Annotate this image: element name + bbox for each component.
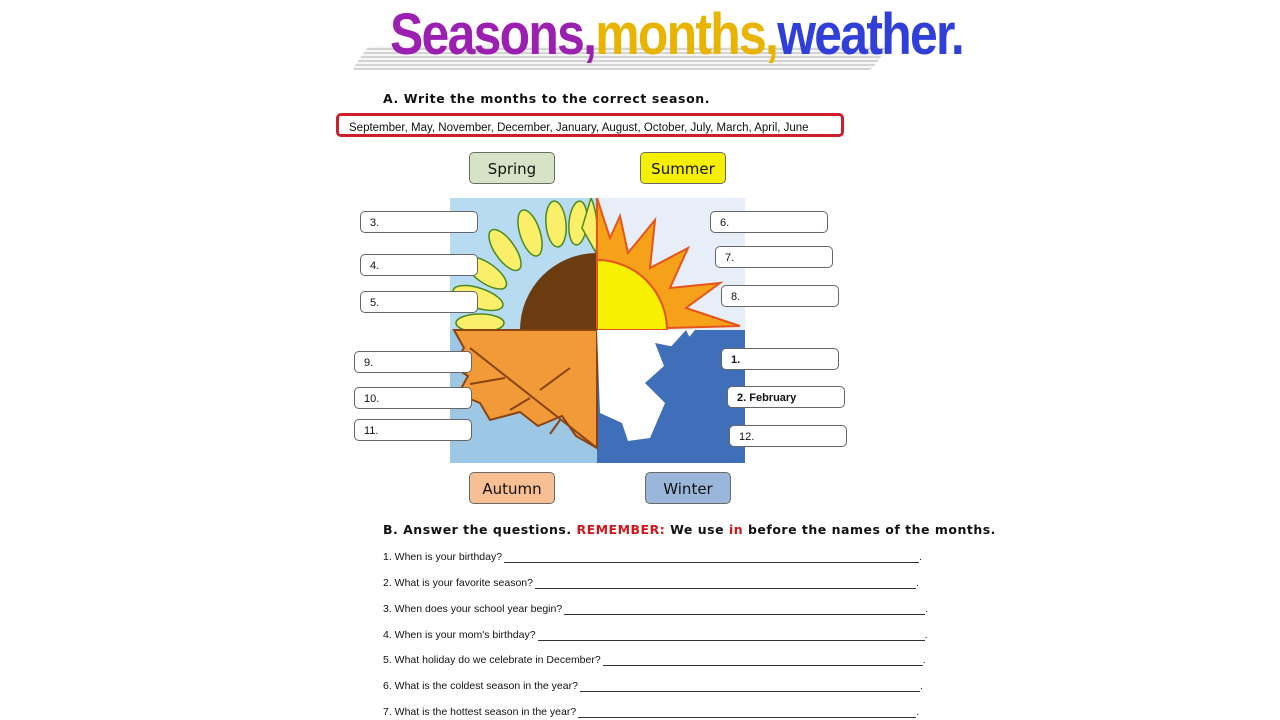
title-word-seasons: Seasons,	[390, 2, 596, 67]
question-text: 4. When is your mom's birthday?	[383, 629, 536, 641]
answer-box-3[interactable]: 3.	[360, 211, 478, 233]
question-text: 1. When is your birthday?	[383, 551, 503, 563]
answer-box-6[interactable]: 6.	[710, 211, 828, 233]
answer-box-1[interactable]: 1.	[721, 348, 839, 370]
answer-box-12[interactable]: 12.	[729, 425, 847, 447]
section-b-middle: We use	[665, 522, 729, 537]
answer-box-2[interactable]: 2. February	[727, 386, 845, 408]
answer-line[interactable]	[504, 552, 919, 563]
answer-box-9[interactable]: 9.	[354, 351, 472, 373]
answer-line[interactable]	[578, 707, 916, 718]
section-b-suffix: before the names of the months.	[743, 522, 996, 537]
answer-box-8[interactable]: 8.	[721, 285, 839, 307]
question-text: 5. What holiday do we celebrate in December?	[383, 654, 601, 666]
remember-label: REMEMBER:	[576, 522, 666, 537]
seasons-illustration	[450, 198, 745, 463]
section-a-heading: A. Write the months to the correct season.	[383, 91, 711, 106]
question-7: 7. What is the hottest season in the year? .	[383, 706, 920, 718]
season-label-spring: Spring	[469, 152, 555, 184]
question-3: 3. When does your school year begin? .	[383, 603, 929, 615]
answer-box-5[interactable]: 5.	[360, 291, 478, 313]
season-label-summer: Summer	[640, 152, 726, 184]
answer-line[interactable]	[564, 604, 925, 615]
season-label-autumn: Autumn	[469, 472, 555, 504]
answer-box-11[interactable]: 11.	[354, 419, 472, 441]
question-2: 2. What is your favorite season? .	[383, 577, 919, 589]
answer-line[interactable]	[538, 630, 925, 641]
answer-box-7[interactable]: 7.	[715, 246, 833, 268]
in-word: in	[728, 522, 744, 537]
question-6: 6. What is the coldest season in the year? .	[383, 680, 923, 692]
question-5: 5. What holiday do we celebrate in December? .	[383, 654, 926, 666]
season-label-winter: Winter	[645, 472, 731, 504]
word-bank: September, May, November, December, January, August, October, July, March, April, June	[336, 113, 844, 137]
question-text: 3. When does your school year begin?	[383, 603, 563, 615]
answer-line[interactable]	[580, 681, 920, 692]
title-word-weather: weather.	[777, 2, 964, 67]
section-b-prefix: B. Answer the questions.	[383, 522, 577, 537]
answer-line[interactable]	[535, 578, 916, 589]
section-b-heading	[383, 522, 996, 537]
question-text: 2. What is your favorite season?	[383, 577, 533, 589]
title-block	[360, 0, 964, 80]
title-word-months: months,	[595, 2, 778, 67]
answer-box-4[interactable]: 4.	[360, 254, 478, 276]
answer-line[interactable]	[603, 655, 923, 666]
page-title	[390, 0, 963, 70]
question-text: 7. What is the hottest season in the year?	[383, 706, 577, 718]
question-4: 4. When is your mom's birthday? .	[383, 629, 928, 641]
answer-box-10[interactable]: 10.	[354, 387, 472, 409]
question-1: 1. When is your birthday? .	[383, 551, 922, 563]
question-text: 6. What is the coldest season in the year?	[383, 680, 578, 692]
